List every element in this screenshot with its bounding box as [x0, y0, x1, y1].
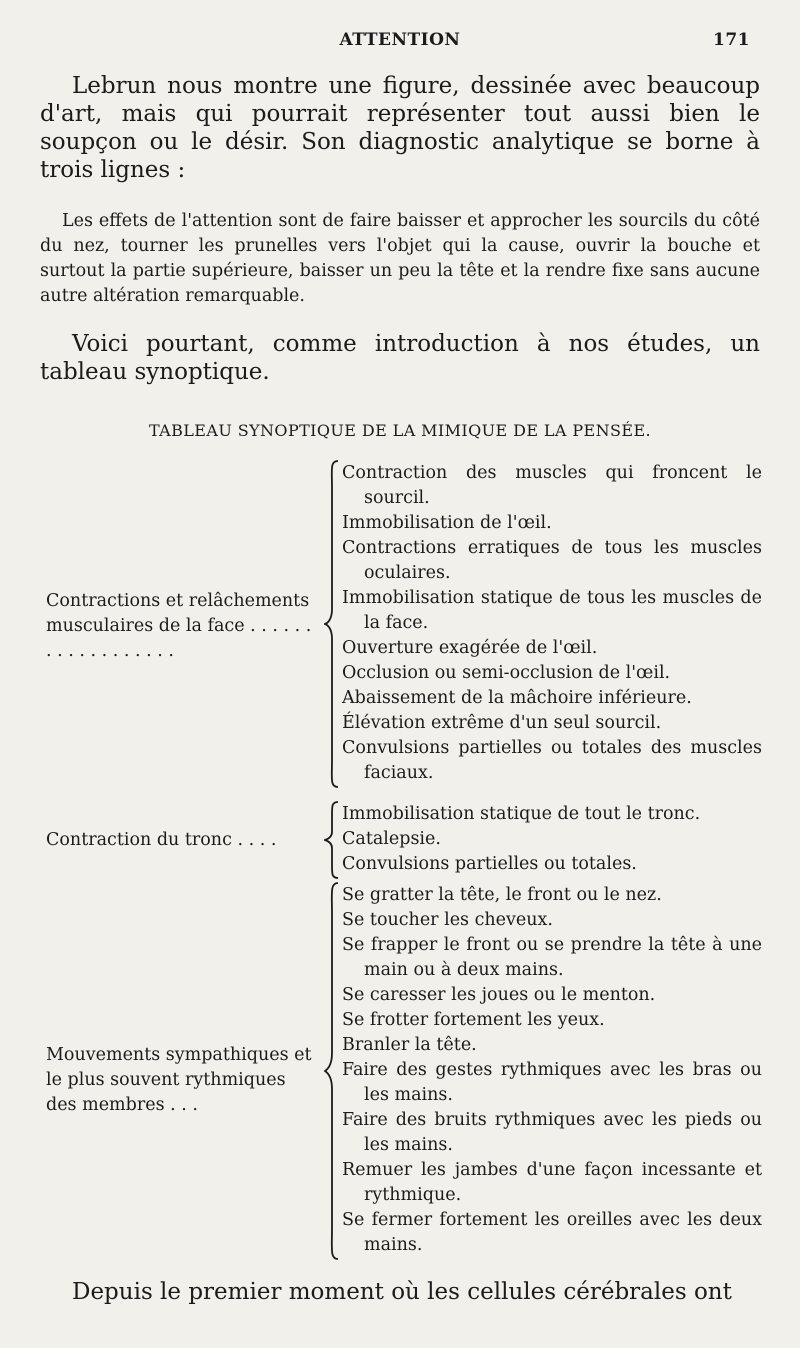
- page-number: 171: [713, 30, 750, 50]
- list-item: Ouverture exagérée de l'œil.: [342, 638, 598, 658]
- group-label: [46, 1043, 318, 1118]
- leader-dots: . . .: [164, 1095, 198, 1115]
- table-group-trunk: [40, 800, 760, 880]
- running-head: [40, 30, 760, 60]
- group-items: [342, 802, 762, 877]
- group-items: [342, 461, 762, 786]
- list-item: Faire des gestes rythmiques avec les bras ou les mains.: [342, 1060, 762, 1105]
- group-label: [46, 589, 318, 664]
- list-item: Immobilisation de l'œil.: [342, 513, 552, 533]
- list-item: Se toucher les cheveux.: [342, 910, 553, 930]
- second-paragraph-text: Voici pourtant, comme introduction à nos études, un tableau synoptique.: [40, 331, 760, 385]
- list-item: Faire des bruits rythmiques avec les pieds ou les mains.: [342, 1110, 762, 1155]
- list-item: Convulsions partielles ou totales.: [342, 854, 637, 874]
- group-items: [342, 883, 762, 1258]
- brace-icon: [324, 459, 340, 789]
- list-item: Catalepsie.: [342, 829, 441, 849]
- table-group-face: [40, 459, 760, 789]
- list-item: Immobilisation statique de tout le tronc.: [342, 804, 701, 824]
- list-item: Contractions erratiques de tous les muscles oculaires.: [342, 538, 762, 583]
- brace-icon: [324, 881, 340, 1261]
- list-item: Se fermer fortement les oreilles avec les deux mains.: [342, 1210, 762, 1255]
- intro-paragraph: [40, 72, 760, 184]
- list-item: Immobilisation statique de tous les muscles de la face.: [342, 588, 762, 633]
- brace-icon: [324, 800, 340, 880]
- closing-line: Depuis le premier moment où les cellules cérébrales ont: [72, 1279, 732, 1305]
- group-label-text: Contraction du tronc: [46, 830, 232, 850]
- group-label-text: Mouvements sympathiques et le plus souvent rythmiques des membres: [46, 1045, 312, 1115]
- list-item: Se frapper le front ou se prendre la tête à une main ou à deux mains.: [342, 935, 762, 980]
- group-label: [46, 828, 318, 853]
- group-label-text: Contractions et relâchements musculaires de la face: [46, 591, 310, 636]
- list-item: Branler la tête.: [342, 1035, 477, 1055]
- running-head-title: ATTENTION: [339, 30, 461, 50]
- table-group-limbs: [40, 881, 760, 1261]
- list-item: Se frotter fortement les yeux.: [342, 1010, 605, 1030]
- list-item: Élévation extrême d'un seul sourcil.: [342, 713, 662, 733]
- intro-text: Lebrun nous montre une figure, dessinée avec beaucoup d'art, mais qui pourrait représenter tout aussi bien le soupçon ou le désir. Son diagnostic analytique se borne à trois lignes :: [40, 73, 760, 183]
- list-item: Convulsions partielles ou totales des muscles faciaux.: [342, 738, 762, 783]
- second-paragraph: [40, 330, 760, 386]
- list-item: Contraction des muscles qui froncent le sourcil.: [342, 463, 762, 508]
- leader-dots: . . . .: [231, 830, 277, 850]
- list-item: Remuer les jambes d'une façon incessante et rythmique.: [342, 1160, 762, 1205]
- table-title: TABLEAU SYNOPTIQUE DE LA MIMIQUE DE LA PENSÉE.: [148, 421, 652, 440]
- quote-text: Les effets de l'attention sont de faire baisser et approcher les sourcils du côté du nez, tourner les prunelles vers l'objet qui la cause, ouvrir la bouche et surtout la partie supérieure, baisser un peu la tête et la rendre fixe sans aucune autre altération remarquable.: [40, 211, 760, 306]
- list-item: Abaissement de la mâchoire inférieure.: [342, 688, 692, 708]
- list-item: Se caresser les joues ou le menton.: [342, 985, 656, 1005]
- list-item: Occlusion ou semi-occlusion de l'œil.: [342, 663, 671, 683]
- list-item: Se gratter la tête, le front ou le nez.: [342, 885, 662, 905]
- lebrun-quote: [40, 209, 760, 309]
